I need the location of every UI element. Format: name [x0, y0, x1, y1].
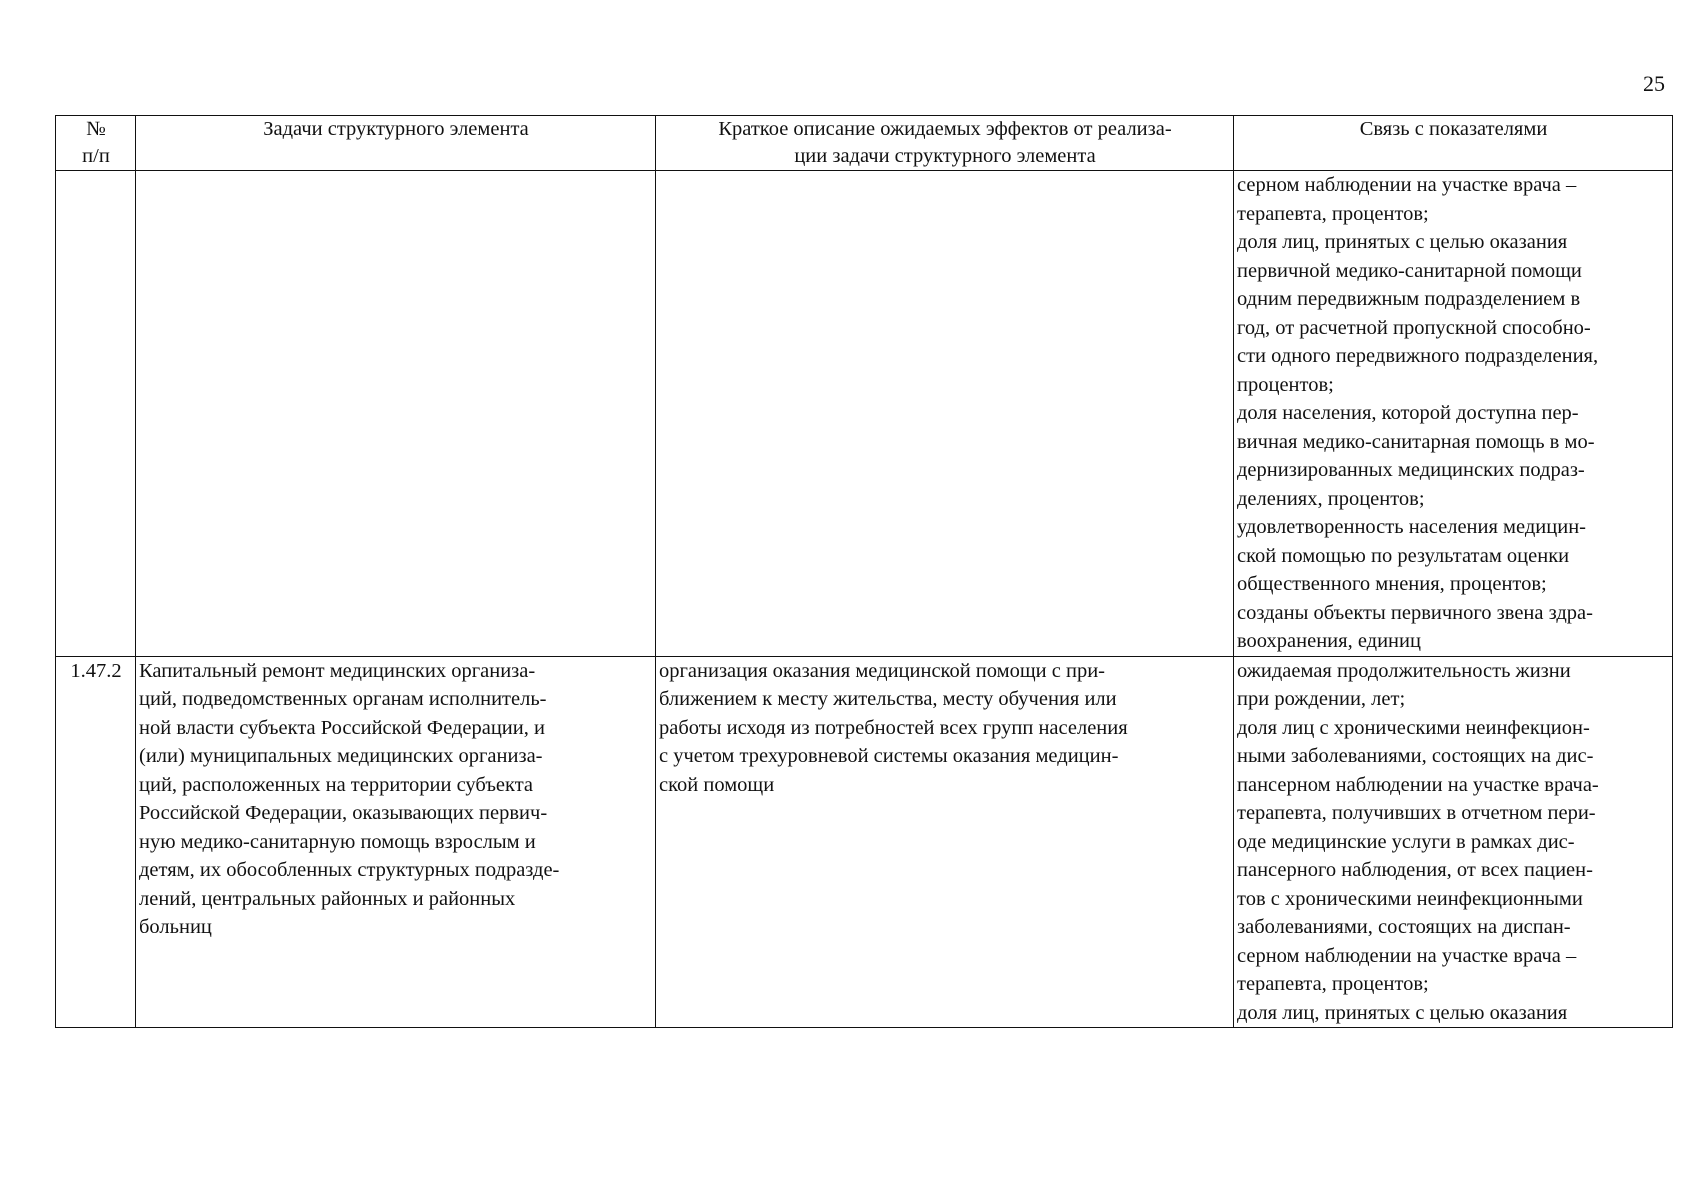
header-description: Краткое описание ожидаемых эффектов от реализа- ции задачи структурного элемента — [656, 116, 1234, 171]
row-indicators-cell: ожидаемая продолжительность жизни при рождении, лет; доля лиц с хроническими неинфекцион- ными заболеваниями, состоящих на дис- пансерном наблюдении на участке врача- терапевта, получивших в отчетном пери- оде медицинские услуги в рамках дис- пансерного наблюдения, от всех пациен- тов с хроническими неинфекционными заболеваниями, состоящих на диспан- серном наблюдении на участке врача – терапевта, процентов; доля лиц, принятых с целью оказания — [1234, 656, 1673, 1028]
table-row — [56, 171, 1673, 657]
row-description-cell: организация оказания медицинской помощи с при- ближением к месту жительства, месту обучения или работы исходя из потребностей всех групп населения с учетом трехуровневой системы оказания медицин- ской помощи — [656, 656, 1234, 1028]
row-description-cell — [656, 171, 1234, 657]
header-num: № п/п — [56, 116, 136, 171]
row-indicators-cell: серном наблюдении на участке врача – терапевта, процентов; доля лиц, принятых с целью оказания первичной медико-санитарной помощи одним передвижным подразделением в год, от расчетной пропускной способно- сти одного передвижного подразделения, процентов; доля населения, которой доступна пер- вичная медико-санитарная помощь в мо- дернизированных медицинских подраз- делениях, процентов; удовлетворенность населения медицин- ской помощью по результатам оценки общественного мнения, процентов; созданы объекты первичного звена здра- воохранения, единиц — [1234, 171, 1673, 657]
header-indicators: Связь с показателями — [1234, 116, 1673, 171]
header-task: Задачи структурного элемента — [136, 116, 656, 171]
row-num-cell — [56, 171, 136, 657]
table-row — [56, 656, 1673, 1028]
row-num-cell: 1.47.2 — [56, 656, 136, 1028]
indicators-table — [55, 115, 1673, 1028]
row-task-cell: Капитальный ремонт медицинских организа- ций, подведомственных органам исполнитель- ной власти субъекта Российской Федерации, и (или) муниципальных медицинских организа- ций, расположенных на территории субъекта Российской Федерации, оказывающих первич- ную медико-санитарную помощь взрослым и детям, их обособленных структурных подразде- лений, центральных районных и районных больниц — [136, 656, 656, 1028]
table-header-row — [56, 116, 1673, 171]
page-number: 25 — [1643, 71, 1665, 96]
row-task-cell — [136, 171, 656, 657]
